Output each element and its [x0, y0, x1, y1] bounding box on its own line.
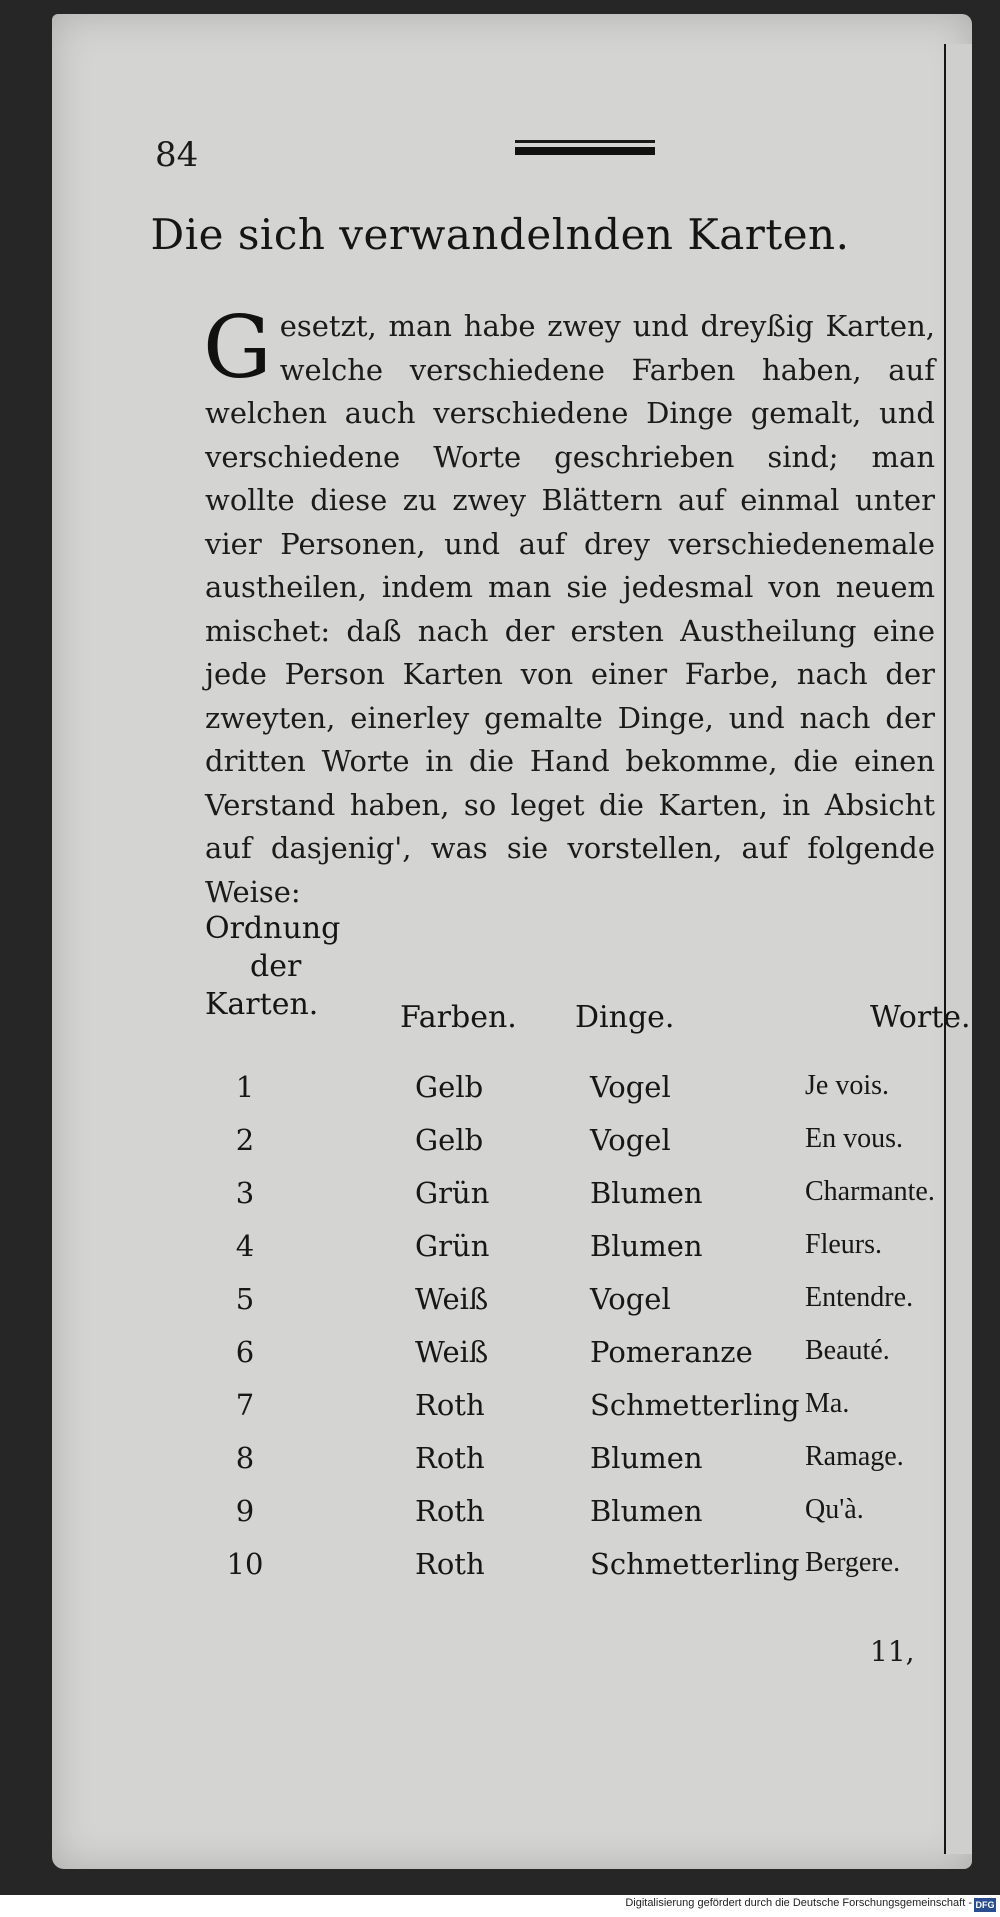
row-farbe: Grün [415, 1229, 490, 1263]
row-ding: Vogel [590, 1282, 671, 1316]
header-dinge: Dinge. [575, 1000, 675, 1035]
row-number: 5 [235, 1282, 255, 1316]
row-farbe: Roth [415, 1441, 485, 1475]
header-farben: Farben. [400, 1000, 517, 1035]
footer-credit: Digitalisierung gefördert durch die Deutsche Forschungsgemeinschaft - [625, 1897, 972, 1909]
table-row [205, 1547, 945, 1600]
body-paragraph [203, 298, 935, 914]
row-farbe: Weiß [415, 1335, 489, 1369]
row-ding: Blumen [590, 1229, 703, 1263]
header-ordnung-line2: der [250, 949, 302, 984]
row-ding: Vogel [590, 1123, 671, 1157]
row-wort: En vous. [805, 1123, 903, 1154]
page-number: 84 [155, 135, 199, 175]
row-farbe: Weiß [415, 1282, 489, 1316]
row-farbe: Grün [415, 1176, 490, 1210]
header-ordnung-line3: Karten. [205, 987, 319, 1022]
row-wort: Entendre. [805, 1282, 914, 1313]
row-wort: Je vois. [805, 1070, 889, 1101]
row-farbe: Roth [415, 1494, 485, 1528]
catchword: 11, [870, 1635, 915, 1668]
row-wort: Fleurs. [805, 1229, 882, 1260]
row-number: 7 [235, 1388, 255, 1422]
row-ding: Blumen [590, 1176, 703, 1210]
row-number: 4 [235, 1229, 255, 1263]
row-farbe: Gelb [415, 1070, 484, 1104]
header-rule [515, 140, 655, 155]
table-row [205, 1229, 945, 1282]
header-ordnung [205, 910, 365, 1024]
row-wort: Bergere. [805, 1547, 901, 1578]
chapter-title: Die sich verwandelnden Karten. [150, 210, 850, 259]
row-number: 9 [235, 1494, 255, 1528]
footer-bar [0, 1895, 1000, 1917]
row-ding: Schmetterling [590, 1388, 800, 1422]
header-worte: Worte. [870, 1000, 971, 1035]
row-ding: Vogel [590, 1070, 671, 1104]
row-number: 8 [235, 1441, 255, 1475]
row-number: 2 [235, 1123, 255, 1157]
table-row [205, 1388, 945, 1441]
row-wort: Charmante. [805, 1176, 935, 1207]
card-table [205, 1070, 945, 1600]
row-wort: Ramage. [805, 1441, 904, 1472]
row-farbe: Gelb [415, 1123, 484, 1157]
row-farbe: Roth [415, 1547, 485, 1581]
row-number: 1 [235, 1070, 255, 1104]
header-ordnung-line1: Ordnung [205, 911, 341, 946]
dfg-logo: DFG [975, 1900, 995, 1910]
table-row [205, 1123, 945, 1176]
row-number: 6 [235, 1335, 255, 1369]
table-row [205, 1176, 945, 1229]
table-row [205, 1070, 945, 1123]
table-row [205, 1335, 945, 1388]
table-row [205, 1441, 945, 1494]
header-rule-thin [515, 140, 655, 143]
row-farbe: Roth [415, 1388, 485, 1422]
row-ding: Blumen [590, 1494, 703, 1528]
drop-cap: G [203, 298, 272, 398]
row-number: 10 [226, 1547, 264, 1581]
row-wort: Qu'à. [805, 1494, 864, 1525]
row-wort: Ma. [805, 1388, 850, 1419]
row-wort: Beauté. [805, 1335, 890, 1366]
header-rule-thick [515, 147, 655, 155]
table-row [205, 1282, 945, 1335]
table-row [205, 1494, 945, 1547]
row-ding: Blumen [590, 1441, 703, 1475]
next-page-edge [944, 44, 972, 1854]
row-number: 3 [235, 1176, 255, 1210]
paragraph-text: esetzt, man habe zwey und dreyßig Karten, welche verschiedene Farben haben, auf welchen auch verschiedene Dinge gemalt, und verschiedene Worte geschrieben sind; man wollte diese zu zwey Blättern auf einmal unter vier Personen, und auf drey verschiedenemale austheilen, indem man sie jedesmal von neuem mischet: daß nach der ersten Austheilung eine jede Person Karten von einer Farbe, nach der zweyten, einerley gemalte Dinge, und nach der dritten Worte in die Hand bekomme, die einen Verstand haben, so leget die Karten, in Absicht auf dasjenig', was sie vorstellen, auf folgende Weise: [205, 309, 935, 909]
row-ding: Pomeranze [590, 1335, 753, 1369]
row-ding: Schmetterling [590, 1547, 800, 1581]
